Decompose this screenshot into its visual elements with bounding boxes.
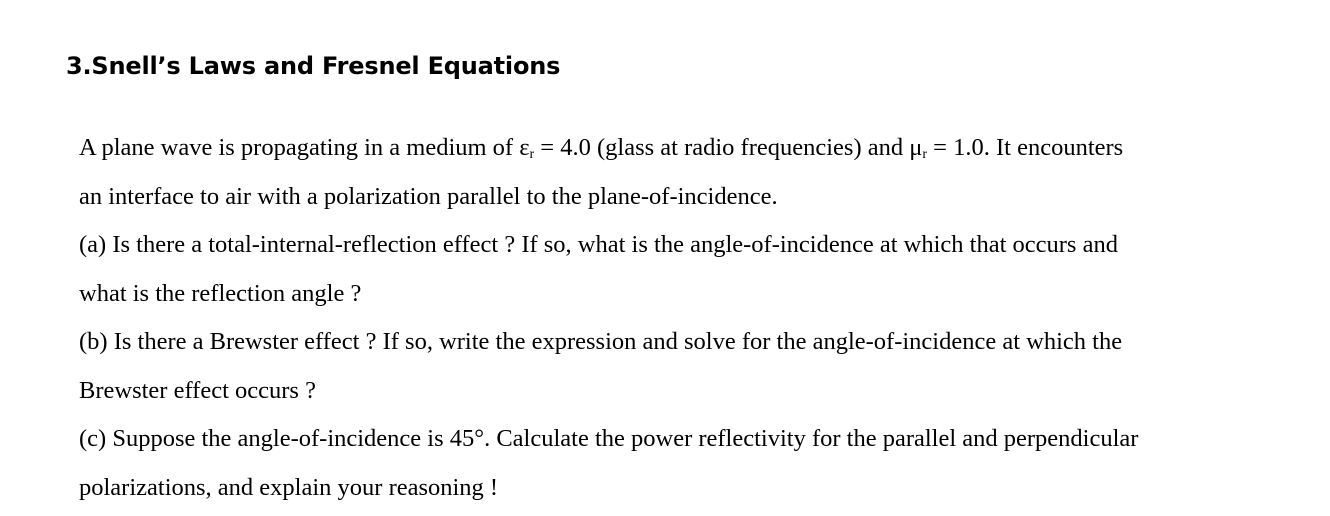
intro-text-2: = 4.0 (glass at radio frequencies) and μ [534,134,923,161]
epsilon-subscript: r [529,147,535,162]
question-c-line-1: (c) Suppose the angle-of-incidence is 45°. Calculate the power reflectivity for the parallel and perpendicular [79,425,1139,452]
question-a-line-2: what is the reflection angle ? [79,279,362,307]
question-b-line-2: Brewster effect occurs ? [79,376,316,404]
section-heading: 3.Snell’s Laws and Fresnel Equations [66,52,561,80]
question-c-line-2: polarizations, and explain your reasoning ! [79,473,499,501]
intro-line-2: an interface to air with a polarization parallel to the plane-of-incidence. [79,182,778,210]
question-a-line-1: (a) Is there a total-internal-reflection effect ? If so, what is the angle-of-incidence at which that occurs and [79,231,1118,258]
intro-line-1 [79,126,1319,175]
mu-subscript: r [922,147,928,162]
question-b-line-1: (b) Is there a Brewster effect ? If so, write the expression and solve for the angle-of-incidence at which the [79,328,1123,355]
intro-text-1: A plane wave is propagating in a medium of ε [79,134,530,161]
problem-statement [79,126,1319,514]
intro-text-3: = 1.0. It encounters [927,134,1124,161]
